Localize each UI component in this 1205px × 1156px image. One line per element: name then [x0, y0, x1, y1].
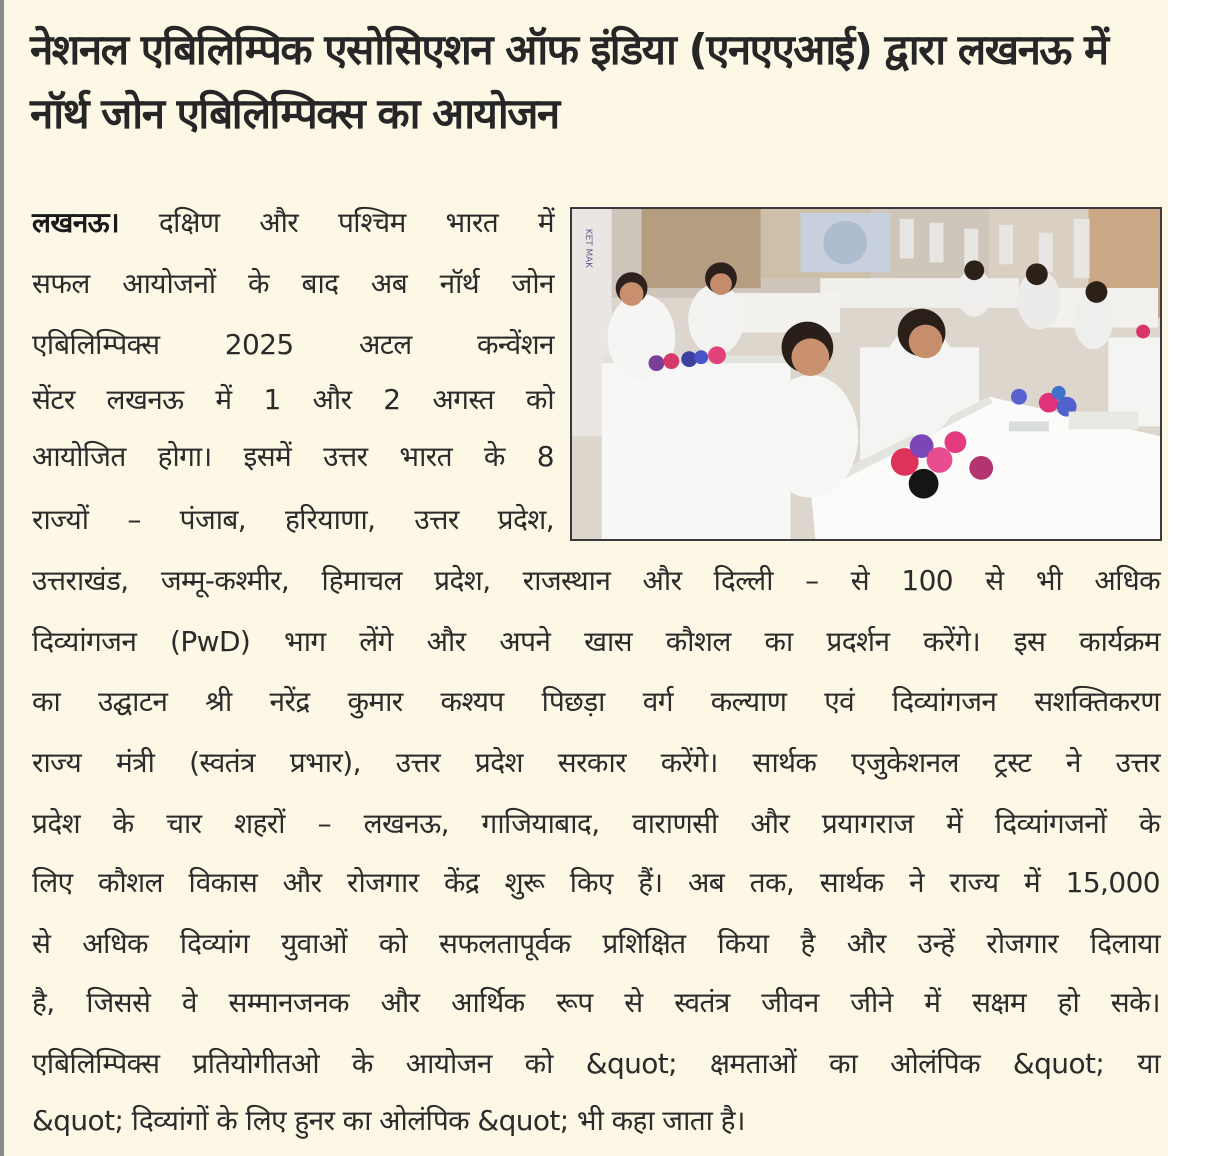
article-line-3: एबिलिम्पिक्स 2025 अटल कन्वेंशन — [32, 328, 554, 361]
article-line-16: &quot; दिव्यांगों के लिए हुनर का ओलंपिक &quot; भी कहा जाता है। — [32, 1104, 745, 1137]
article-photo — [570, 207, 1162, 541]
article-line-10: राज्य मंत्री (स्वतंत्र प्रभार), उत्तर प्रदेश सरकार करेंगे। सार्थक एजुकेशनल ट्रस्ट ने उत्तर — [32, 746, 1160, 779]
article-line-1-text: दक्षिण और पश्चिम भारत में — [119, 206, 554, 239]
article-line-2: सफल आयोजनों के बाद अब नॉर्थ जोन — [32, 267, 554, 300]
article-line-1 — [32, 203, 554, 243]
article-line-11: प्रदेश के चार शहरों – लखनऊ, गाजियाबाद, वाराणसी और प्रयागराज में दिव्यांगजनों के — [32, 807, 1160, 840]
article-line-12: लिए कौशल विकास और रोजगार केंद्र शुरू किए हैं। अब तक, सार्थक ने राज्य में 15,000 — [32, 866, 1160, 899]
article-line-15: एबिलिम्पिक्स प्रतियोगीतओ के आयोजन को &quot; क्षमताओं का ओलंपिक &quot; या — [32, 1047, 1160, 1080]
article-line-14: है, जिससे वे सम्मानजनक और आर्थिक रूप से स्वतंत्र जीवन जीने में सक्षम हो सके। — [32, 986, 1160, 1019]
article-line-4: सेंटर लखनऊ में 1 और 2 अगस्त को — [32, 383, 554, 416]
article-line-8: दिव्यांगजन (PwD) भाग लेंगे और अपने खास कौशल का प्रदर्शन करेंगे। इस कार्यक्रम — [32, 625, 1160, 658]
article-line-9: का उद्घाटन श्री नरेंद्र कुमार कश्यप पिछड़ा वर्ग कल्याण एवं दिव्यांगजन सशक्तिकरण — [32, 685, 1160, 718]
article-line-6: राज्यों – पंजाब, हरियाणा, उत्तर प्रदेश, — [32, 503, 554, 536]
article-line-7: उत्तराखंड, जम्मू-कश्मीर, हिमाचल प्रदेश, राजस्थान और दिल्ली – से 100 से भी अधिक — [32, 564, 1160, 597]
article-headline: नेशनल एबिलिम्पिक एसोसिएशन ऑफ इंडिया (एनएएआई) द्वारा लखनऊ में नॉर्थ जोन एबिलिम्पिक्स का आयोजन — [30, 25, 1108, 138]
article-line-5: आयोजित होगा। इसमें उत्तर भारत के 8 — [32, 440, 554, 473]
event-photo-image — [572, 209, 1160, 539]
article-dateline: लखनऊ। — [32, 206, 120, 239]
article-line-13: से अधिक दिव्यांग युवाओं को सफलतापूर्वक प्रशिक्षित किया है और उन्हें रोजगार दिलाया — [32, 927, 1160, 960]
photo-banner-text: KET MAK — [582, 228, 593, 269]
